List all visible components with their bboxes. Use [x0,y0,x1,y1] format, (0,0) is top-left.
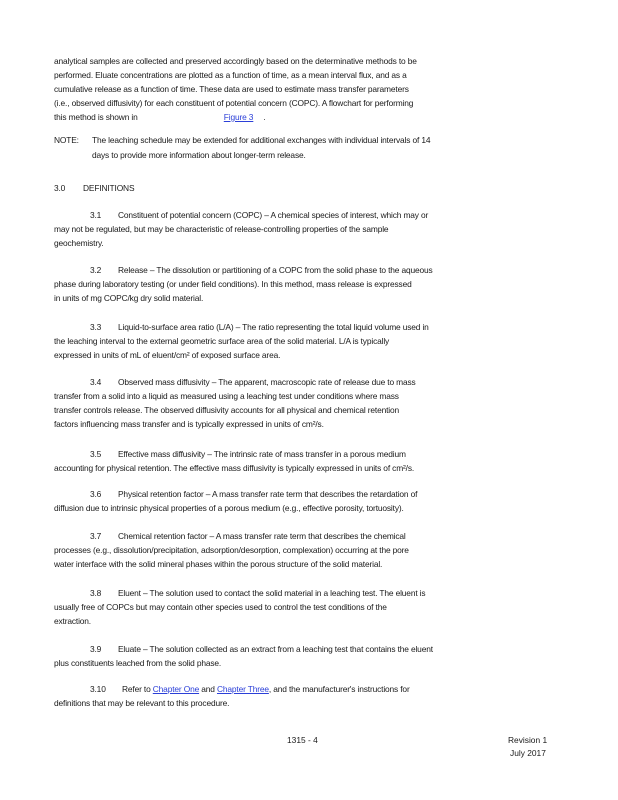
intro-line-5-pre: this method is shown in [54,112,140,122]
page-number: 1315 - 4 [287,735,318,745]
definition-line: extraction. [54,616,91,626]
definition-line: expressed in units of mL of eluent/cm² of exposed surface area. [54,350,281,360]
intro-line-1: analytical samples are collected and preserved accordingly based on the determinative methods to be [54,56,417,66]
def310-pre: Refer to [122,684,153,694]
definition-line: phase during laboratory testing (or under field conditions). In this method, mass release is expressed [54,279,412,289]
figure-3-link[interactable]: Figure 3 [223,112,254,122]
definition-line: Chemical retention factor – A mass transfer rate term that describes the chemical [118,531,406,541]
definition-line: geochemistry. [54,238,104,248]
definition-line: transfer controls release. The observed diffusivity accounts for all physical and chemical retention [54,405,399,415]
definition-number: 3.8 [90,588,102,598]
definition-number: 3.9 [90,644,102,654]
definition-number: 3.5 [90,449,102,459]
definition-number: 3.1 [90,210,102,220]
definition-line: accounting for physical retention. The effective mass diffusivity is typically expressed in units of cm²/s. [54,463,415,473]
definition-line: Liquid-to-surface area ratio (L/A) – The ratio representing the total liquid volume used in [118,322,429,332]
definition-line: transfer from a solid into a liquid as measured using a leaching test under conditions where mass [54,391,399,401]
definition-number: 3.2 [90,265,102,275]
def310-mid: and [199,684,217,694]
definition-number: 3.3 [90,322,102,332]
definition-line: the leaching interval to the external geometric surface area of the solid material. L/A is typically [54,336,390,346]
intro-line-2: performed. Eluate concentrations are plotted as a function of time, as a mean interval flux, and as a [54,70,407,80]
definition-line: factors influencing mass transfer and is typically expressed in units of cm²/s. [54,419,324,429]
note-line-1: The leaching schedule may be extended for additional exchanges with individual intervals of 14 [92,135,431,145]
definition-line: Constituent of potential concern (COPC) – A chemical species of interest, which may or [118,210,429,220]
definition-line: processes (e.g., dissolution/precipitation, adsorption/desorption, complexation) occurring at the pore [54,545,409,555]
intro-line-3: cumulative release as a function of time. These data are used to estimate mass transfer parameters [54,84,409,94]
definition-line: diffusion due to intrinsic physical properties of a porous medium (e.g., effective porosity, tortuosity). [54,503,404,513]
section-title: DEFINITIONS [83,183,135,193]
definition-line: Eluent – The solution used to contact the solid material in a leaching test. The eluent is [118,588,426,598]
definition-number: 3.4 [90,377,102,387]
definition-line: Observed mass diffusivity – The apparent, macroscopic rate of release due to mass [118,377,416,387]
definition-number: 3.6 [90,489,102,499]
definition-3-10-number: 3.10 [90,684,106,694]
note-label: NOTE: [54,135,79,145]
intro-line-5-post: . [263,112,266,122]
definition-line: in units of mg COPC/kg dry solid material. [54,293,204,303]
definition-line: Physical retention factor – A mass transfer rate term that describes the retardation of [118,489,418,499]
chapter-three-link[interactable]: Chapter Three [216,684,269,694]
definition-line: usually free of COPCs but may contain other species used to control the test conditions of the [54,602,387,612]
note-line-2: days to provide more information about longer-term release. [92,150,306,160]
definition-line: Release – The dissolution or partitioning of a COPC from the solid phase to the aqueous [118,265,433,275]
definition-line: water interface with the solid mineral phases within the porous structure of the solid material. [54,559,383,569]
definition-3-10-line-2: definitions that may be relevant to this procedure. [54,698,230,708]
definition-line: Eluate – The solution collected as an extract from a leaching test that contains the eluent [118,644,433,654]
chapter-one-link[interactable]: Chapter One [152,684,200,694]
revision-label: Revision 1 [508,735,548,745]
definition-line: plus constituents leached from the solid phase. [54,658,222,668]
definition-number: 3.7 [90,531,102,541]
definition-line: Effective mass diffusivity – The intrinsic rate of mass transfer in a porous medium [118,449,406,459]
definition-3-10-line-1 [122,684,410,694]
section-number: 3.0 [54,183,66,193]
def310-post: , and the manufacturer's instructions for [268,684,410,694]
revision-date: July 2017 [510,748,546,758]
intro-line-4: (i.e., observed diffusivity) for each constituent of potential concern (COPC). A flowchart for performing [54,98,414,108]
definition-line: may not be regulated, but may be characteristic of release-controlling properties of the sample [54,224,389,234]
intro-line-5 [54,112,266,122]
